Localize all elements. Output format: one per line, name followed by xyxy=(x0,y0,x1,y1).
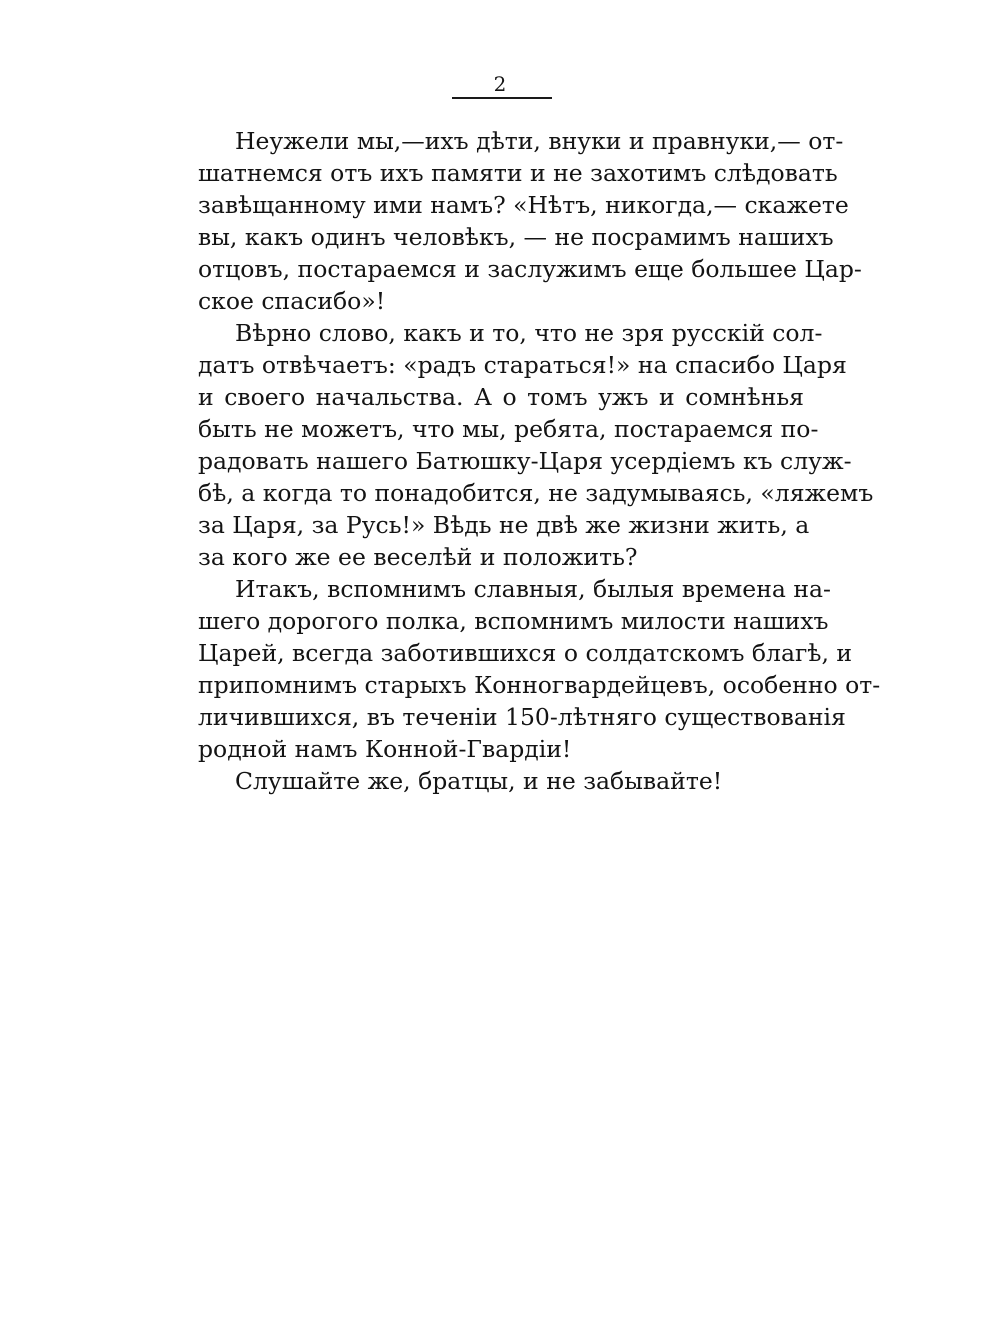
text-line: за кого же ее веселѣй и положить? xyxy=(198,543,638,571)
paragraph-4 xyxy=(198,765,804,797)
text-line: отцовъ, постараемся и заслужимъ еще большее Цар- xyxy=(198,255,862,283)
text-line: быть не можетъ, что мы, ребята, постараемся по- xyxy=(198,415,819,443)
text-line: Итакъ, вспомнимъ славныя, былыя времена на- xyxy=(235,575,831,603)
text-line: за Царя, за Русь!» Вѣдь не двѣ же жизни жить, а xyxy=(198,511,810,539)
text-line: Вѣрно слово, какъ и то, что не зря русскій сол- xyxy=(235,319,823,347)
text-line: Неужели мы,—ихъ дѣти, внуки и правнуки,— от- xyxy=(235,127,844,155)
body-text xyxy=(198,125,881,797)
text-line: радовать нашего Батюшку-Царя усердіемъ къ служ- xyxy=(198,447,852,475)
paragraph-2 xyxy=(198,317,874,573)
text-line: бѣ, а когда то понадобится, не задумываясь, «ляжемъ xyxy=(198,479,874,507)
text-line: родной намъ Конной-Гвардіи! xyxy=(198,735,572,763)
text-line: завѣщанному ими намъ? «Нѣтъ, никогда,— скажете xyxy=(198,191,849,219)
text-line: шего дорогого полка, вспомнимъ милости нашихъ xyxy=(198,607,829,635)
page-number: 2 xyxy=(493,72,507,96)
paragraph-1 xyxy=(198,125,862,317)
text-line: Царей, всегда заботившихся о солдатскомъ благѣ, и xyxy=(198,639,853,667)
text-line: ское спасибо»! xyxy=(198,287,386,315)
text-line: Слушайте же, братцы, и не забывайте! xyxy=(235,767,723,795)
header-rule xyxy=(452,97,552,99)
text-line: шатнемся отъ ихъ памяти и не захотимъ слѣдовать xyxy=(198,159,838,187)
text-line: датъ отвѣчаетъ: «радъ стараться!» на спасибо Царя xyxy=(198,351,847,379)
paragraph-3 xyxy=(198,573,881,765)
text-line: вы, какъ одинъ человѣкъ, — не посрамимъ нашихъ xyxy=(198,223,834,251)
text-line: и своего начальства. А о томъ ужъ и сомнѣнья xyxy=(198,383,804,411)
text-line: личившихся, въ теченіи 150-лѣтняго существованія xyxy=(198,703,846,731)
text-line: припомнимъ старыхъ Конногвардейцевъ, особенно от- xyxy=(198,671,881,699)
